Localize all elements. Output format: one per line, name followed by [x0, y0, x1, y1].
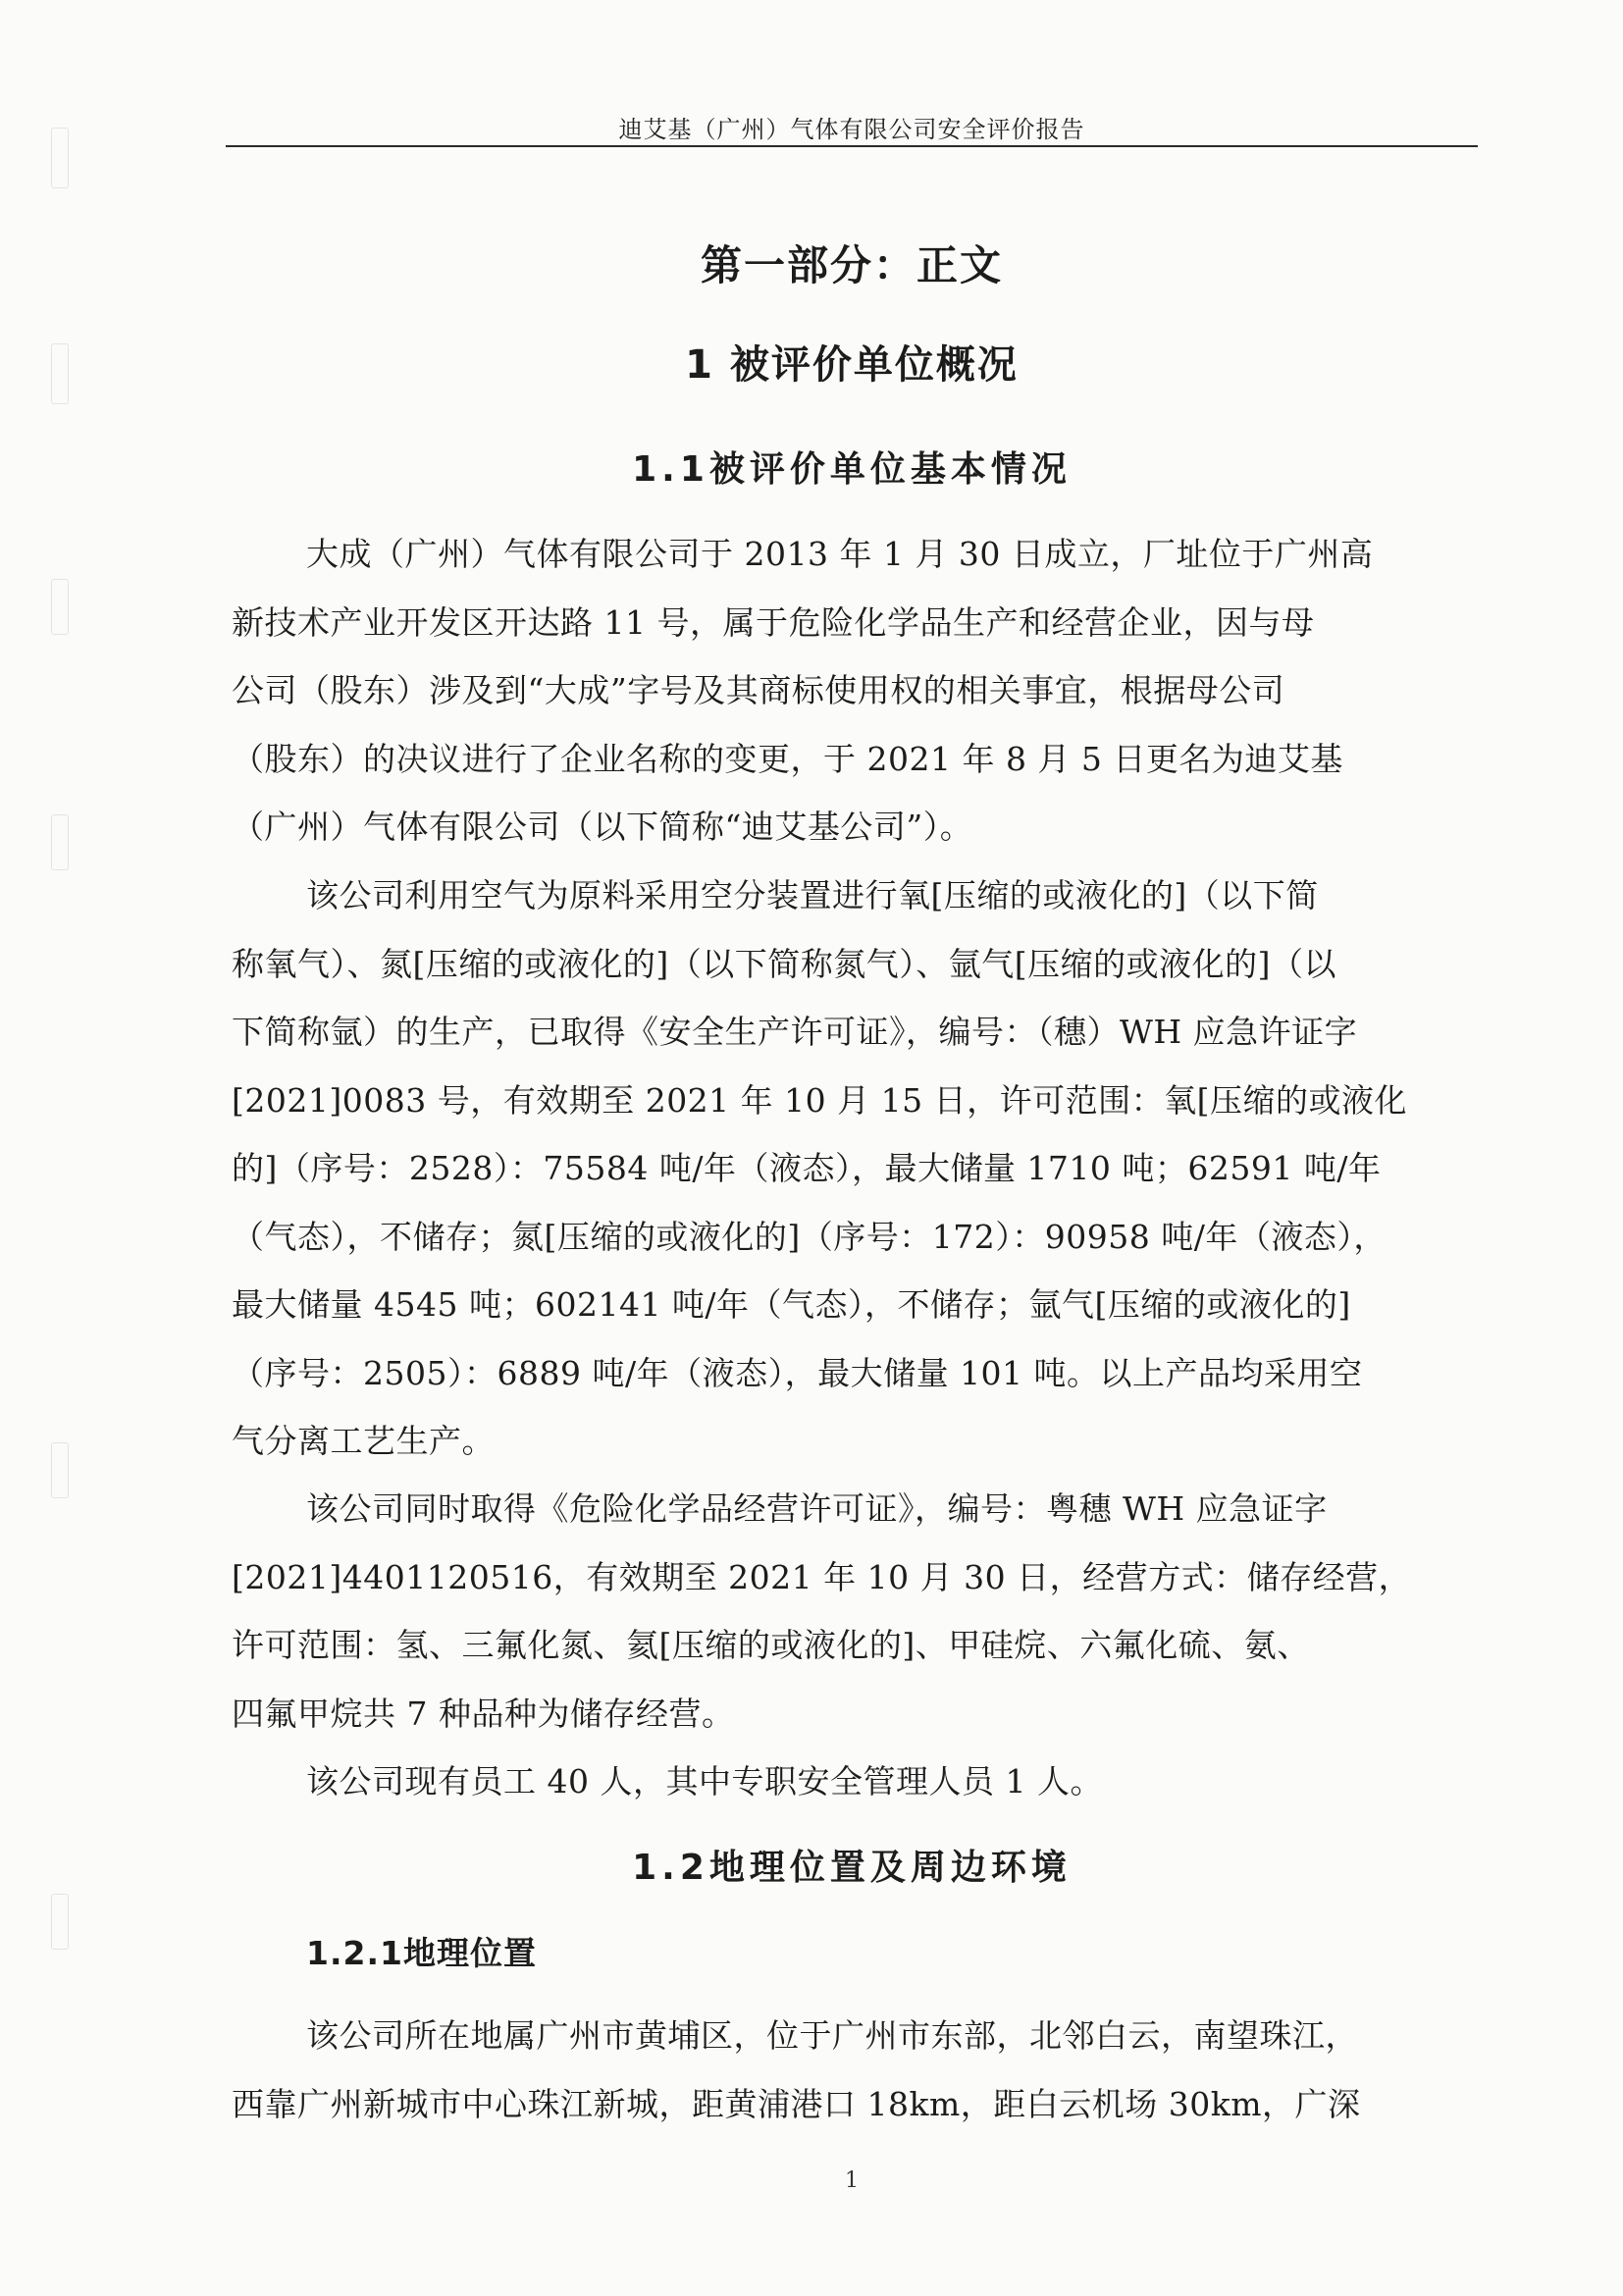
- paragraph-line: （股东）的决议进行了企业名称的变更，于 2021 年 8 月 5 日更名为迪艾基: [232, 739, 1343, 778]
- paragraph-line: 气分离工艺生产。: [232, 1422, 495, 1460]
- paragraph-location: [232, 2002, 1480, 2138]
- paragraph-line: [2021]0083 号，有效期至 2021 年 10 月 15 日，许可范围：氧[压缩的或液化: [232, 1080, 1407, 1120]
- paragraph-line: 该公司所在地属广州市黄埔区，位于广州市东部，北邻白云，南望珠江，: [306, 2016, 1358, 2055]
- paragraph-line: 最大储量 4545 吨；602141 吨/年（气态），不储存；氩气[压缩的或液化的]: [232, 1285, 1351, 1324]
- section-title-1-2: 1.2地理位置及周边环境: [632, 1848, 1072, 1888]
- paragraph-line: [2021]4401120516，有效期至 2021 年 10 月 30 日，经营方式：储存经营，: [232, 1557, 1412, 1596]
- paragraph-line: 新技术产业开发区开达路 11 号，属于危险化学品生产和经营企业，因与母: [232, 602, 1315, 642]
- paragraph-production-license: [232, 861, 1480, 1476]
- paragraph-line: 该公司同时取得《危险化学品经营许可证》，编号：粤穗 WH 应急证字: [306, 1489, 1328, 1528]
- paragraph-business-license: [232, 1475, 1480, 1748]
- paragraph-line: 称氧气）、氮[压缩的或液化的]（以下简称氮气）、氩气[压缩的或液化的]（以: [232, 944, 1336, 983]
- paragraph-staff: [232, 1748, 1480, 1816]
- binding-mark: [51, 343, 69, 404]
- page-number: 1: [845, 2168, 859, 2193]
- binding-mark: [51, 1894, 69, 1950]
- paragraph-line: 西靠广州新城市中心珠江新城，距黄浦港口 18km，距白云机场 30km，广深: [232, 2084, 1361, 2123]
- section-title-1-1: 1.1被评价单位基本情况: [632, 449, 1072, 490]
- binding-mark: [51, 128, 69, 188]
- paragraph-line: 四氟甲烷共 7 种品种为储存经营。: [232, 1694, 735, 1733]
- binding-mark: [51, 579, 69, 635]
- header-rule: [226, 145, 1478, 147]
- paragraph-line: （序号：2505）：6889 吨/年（液态），最大储量 101 吨。以上产品均采用空: [232, 1353, 1363, 1392]
- paragraph-line: 该公司利用空气为原料采用空分装置进行氧[压缩的或液化的]（以下简: [306, 876, 1319, 914]
- binding-mark: [51, 814, 69, 870]
- running-header: 迪艾基（广州）气体有限公司安全评价报告: [618, 116, 1085, 143]
- subsection-title-1-2-1: 1.2.1地理位置: [306, 1934, 537, 1972]
- paragraph-line: 许可范围：氢、三氟化氮、氦[压缩的或液化的]、甲硅烷、六氟化硫、氨、: [232, 1626, 1310, 1664]
- chapter-title: 1 被评价单位概况: [685, 342, 1019, 388]
- part-title: 第一部分：正文: [700, 241, 1003, 289]
- paragraph-line: 下简称氩）的生产，已取得《安全生产许可证》，编号：（穗）WH 应急许证字: [232, 1013, 1358, 1051]
- paragraph-line: （气态），不储存；氮[压缩的或液化的]（序号：172）：90958 吨/年（液态），: [232, 1217, 1387, 1256]
- paragraph-line: 的]（序号：2528）：75584 吨/年（液态），最大储量 1710 吨；62591 吨/年: [232, 1149, 1382, 1187]
- paragraph-line: 该公司现有员工 40 人，其中专职安全管理人员 1 人。: [306, 1762, 1103, 1800]
- paragraph-line: 大成（广州）气体有限公司于 2013 年 1 月 30 日成立，厂址位于广州高: [306, 535, 1374, 573]
- binding-mark: [51, 1442, 69, 1498]
- paragraph-line: （广州）气体有限公司（以下简称“迪艾基公司”）。: [232, 808, 973, 846]
- paragraph-line: 公司（股东）涉及到“大成”字号及其商标使用权的相关事宜，根据母公司: [232, 671, 1285, 709]
- paragraph-company-history: [232, 520, 1480, 861]
